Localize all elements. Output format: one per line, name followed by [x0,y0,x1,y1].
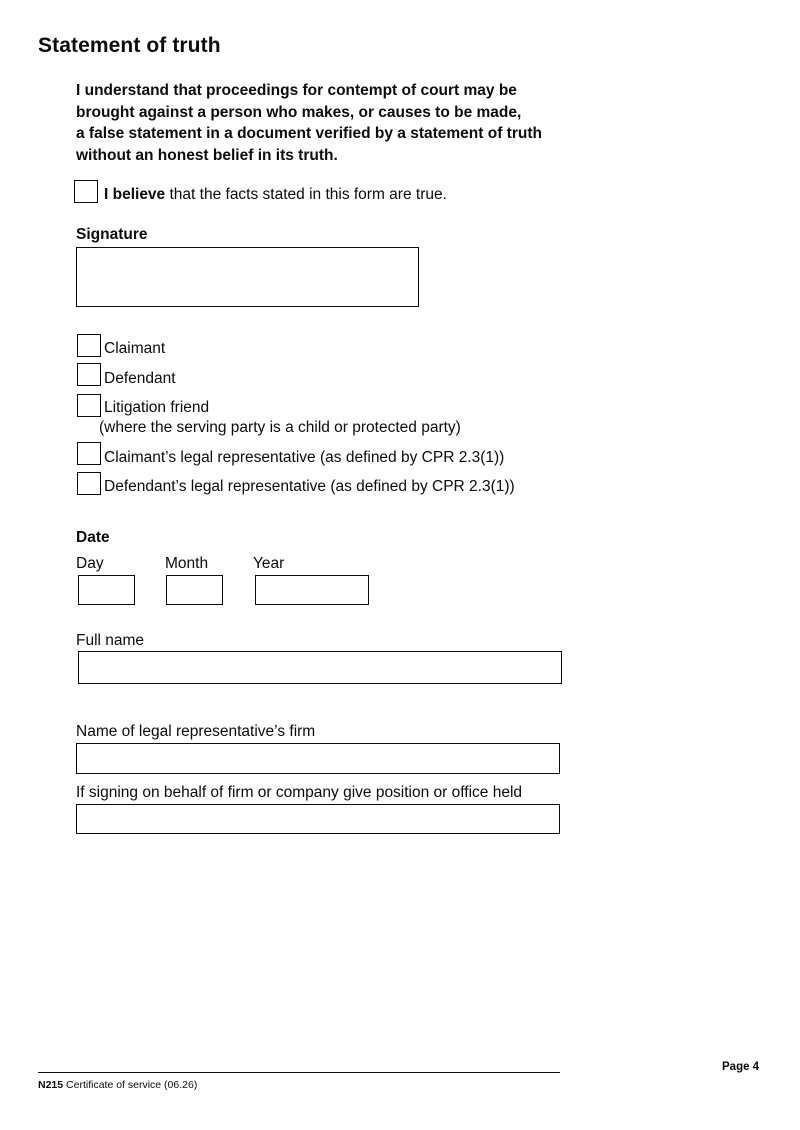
defendant-legal-rep-note: (as defined by CPR 2.3(1)) [330,478,515,495]
day-input[interactable] [78,575,135,605]
belief-bold: I believe [104,186,166,203]
declaration-text [76,80,576,167]
footer-divider [38,1072,560,1073]
claimant-legal-rep-checkbox[interactable] [77,442,101,465]
defendant-label: Defendant [104,370,176,387]
litigation-friend-label: Litigation friend [104,399,210,416]
day-label: Day [76,555,104,572]
claimant-legal-rep-text: Claimant’s legal representative [104,449,316,466]
belief-checkbox[interactable] [74,180,98,203]
form-code: N215 [38,1079,64,1091]
footer-form-reference [38,1079,197,1091]
signature-box[interactable] [76,247,419,307]
defendant-checkbox[interactable] [77,363,101,386]
claimant-legal-rep-label [104,449,504,467]
belief-rest: that the facts stated in this form are true. [165,186,447,203]
firm-name-input[interactable] [76,743,560,774]
page-number: Page 4 [722,1061,760,1073]
defendant-legal-rep-checkbox[interactable] [77,472,101,495]
form-title: Certificate of service (06.26) [63,1079,198,1091]
date-label: Date [76,529,110,546]
declaration-line: brought against a person who makes, or causes to be made, [76,103,522,121]
declaration-line: without an honest belief in its truth. [76,147,338,165]
signature-label: Signature [76,226,148,243]
page-title: Statement of truth [38,34,221,57]
year-label: Year [253,555,285,572]
position-label: If signing on behalf of firm or company give position or office held [76,784,523,801]
litigation-friend-checkbox[interactable] [77,394,101,417]
claimant-label: Claimant [104,340,166,357]
month-input[interactable] [166,575,223,605]
defendant-legal-rep-text: Defendant’s legal representative [104,478,327,495]
litigation-friend-note: (where the serving party is a child or protected party) [99,419,461,436]
firm-name-label: Name of legal representative’s firm [76,723,316,740]
declaration-line: I understand that proceedings for contempt of court may be [76,82,517,99]
year-input[interactable] [255,575,369,605]
full-name-label: Full name [76,632,145,649]
declaration-line: a false statement in a document verified by a statement of truth [76,125,542,143]
full-name-input[interactable] [78,651,562,684]
belief-statement [104,186,447,204]
month-label: Month [165,555,209,572]
position-input[interactable] [76,804,560,834]
defendant-legal-rep-label [104,478,515,496]
claimant-legal-rep-note: (as defined by CPR 2.3(1)) [319,449,505,466]
claimant-checkbox[interactable] [77,334,101,357]
